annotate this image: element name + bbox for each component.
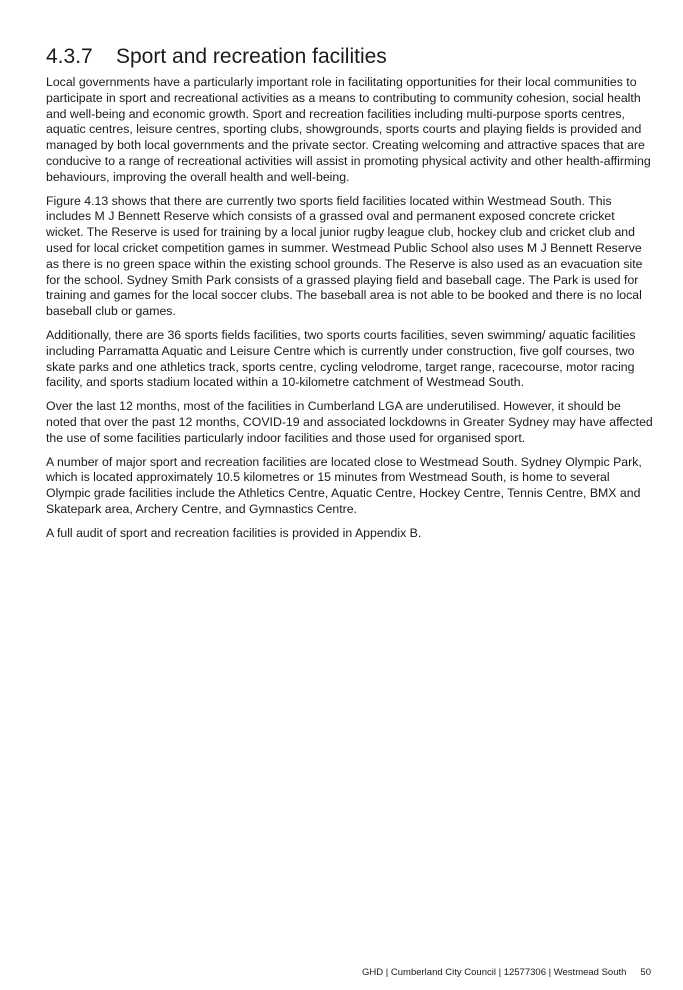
body-text [46,75,654,550]
paragraph-catchment-facilities: Additionally, there are 36 sports fields facilities, two sports courts facilities, seven swimming/ aquatic facilities including Parramatta Aquatic and Leisure Centre which is currently under construction, five golf courses, two skate parks and one athletics track, sports centre, cycling velodrome, target range, racecourse, motor racing facility, and sports stadium located within a 10-kilometre catchment of Westmead South. [46,327,636,390]
footer-text: GHD | Cumberland City Council | 12577306 | Westmead South [362,967,627,978]
section-title: Sport and recreation facilities [116,45,387,68]
page-footer [362,967,651,979]
paragraph-appendix-reference: A full audit of sport and recreation facilities is provided in Appendix B. [46,525,422,540]
paragraph-major-facilities: A number of major sport and recreation facilities are located close to Westmead South. Sydney Olympic Park, which is located approximately 10.5 kilometres or 15 minutes from Westmead South, is home to several Olympic grade facilities include the Athletics Centre, Aquatic Centre, Hockey Centre, Tennis Centre, BMX and Skatepark area, Archery Centre, and Gymnastics Centre. [46,454,642,516]
section-number: 4.3.7 [46,45,93,68]
section-heading [46,44,646,70]
paragraph-utilisation: Over the last 12 months, most of the facilities in Cumberland LGA are underutilised. However, it should be noted that over the past 12 months, COVID-19 and associated lockdowns in Greater Sydney may have affected the use of some facilities particularly indoor facilities and those used for organised sport. [46,399,653,445]
paragraph-intro: Local governments have a particularly important role in facilitating opportunities for their local communities to participate in sport and recreational activities as a means to contributing to community cohesion, social health and well-being and economic growth. Sport and recreation facilities including multi-purpose sports centres, aquatic centres, leisure centres, sporting clubs, showgrounds, sports courts and playing fields is provided and managed by both local governments and the private sector. Creating welcoming and attractive spaces that are conducive to a range of recreational activities will assist in promoting physical activity and other health-affirming behaviours, improving the overall health and well-being. [46,75,651,184]
page-number: 50 [640,967,651,978]
paragraph-westmead-south-fields: Figure 4.13 shows that there are currently two sports field facilities located within Westmead South. This includes M J Bennett Reserve which consists of a grassed oval and permanent exposed concrete cricket wicket. The Reserve is used for training by a local junior rugby league club, hockey club and cricket club and used for local cricket competition games in summer. Westmead Public School also uses M J Bennett Reserve as there is no green space within the existing school grounds. The Reserve is also used as an evacuation site for the school. Sydney Smith Park consists of a grassed playing field and baseball cage. The Park is used for training and games for the local soccer clubs. The baseball area is not able to be booked and there is no local baseball club or games. [46,193,643,319]
